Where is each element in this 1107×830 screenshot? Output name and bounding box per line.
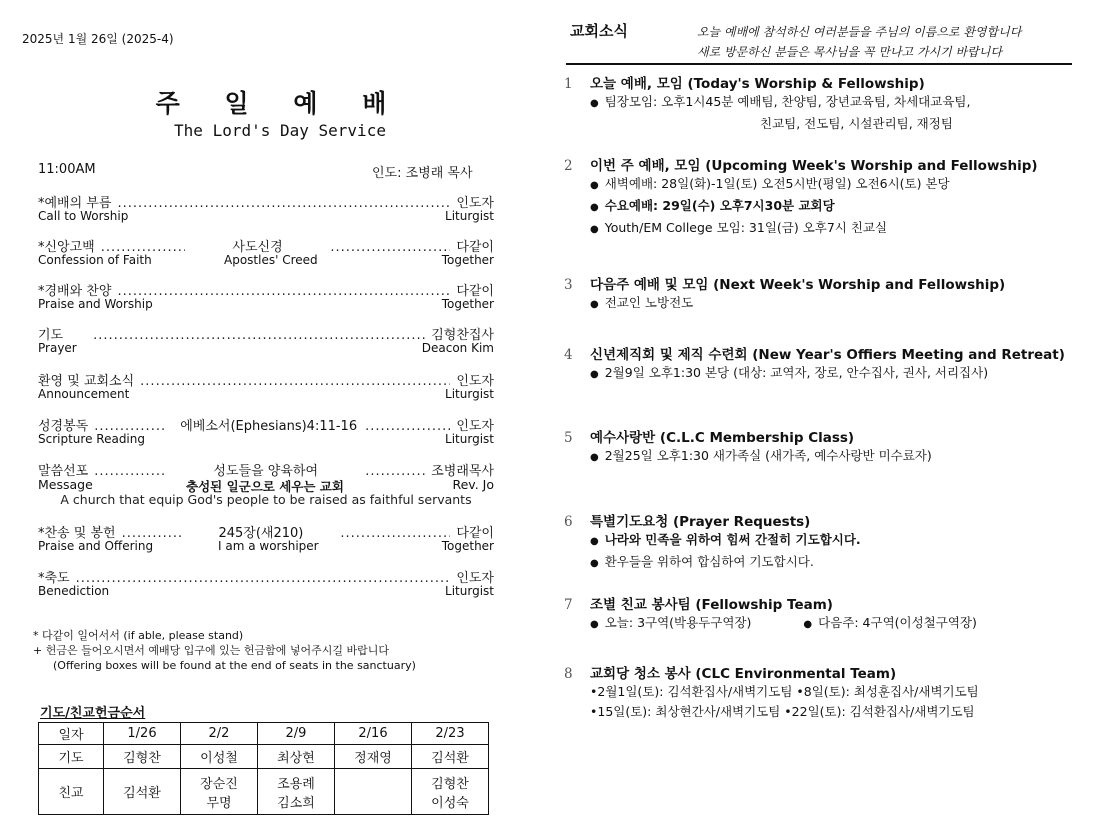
news-section-7: 7 조별 친교 봉사팀 (Fellowship Team) ● 오늘: 3구역(박용두구역장) ● 다음주: 4구역(이성철구역장): [564, 597, 977, 630]
order-item-announcement: 환영 및 교회소식 ..... 인도자 Announcement Liturgist: [38, 370, 494, 402]
service-time: 11:00AM: [38, 162, 96, 177]
news-section-1: 1 오늘 예배, 모임 (Today's Worship & Fellowship) ● 팀장모임: 오후1시45분 예배팀, 찬양팀, 장년교육팀, 차세대교육팀, 친교팀, 전도팀, 시설관리팀, 재정팀: [564, 76, 971, 131]
table-row: 일자 1/26 2/2 2/9 2/16 2/23: [39, 723, 489, 745]
order-item-offering: *찬송 및 봉헌 ..... 245장(새210) ..... 다같이 Praise and Offering I am a worshiper Together: [38, 522, 494, 554]
service-title-ko: 주 일 예 배: [155, 89, 405, 118]
service-leader: 인도: 조병래 목사: [372, 166, 473, 181]
news-section-5: 5 예수사랑반 (C.L.C Membership Class) ● 2월25일 오후1:30 새가족실 (새가족, 예수사랑반 미수료자): [564, 430, 932, 463]
service-notes: [33, 628, 416, 673]
order-item-benediction: *축도 ..... 인도자 Benediction Liturgist: [38, 567, 494, 599]
order-item-creed: *신앙고백 ..... 사도신경 ..... 다같이 Confession of Faith Apostles' Creed Together: [38, 236, 494, 268]
schedule-table: [38, 722, 489, 815]
divider: [566, 63, 1072, 65]
news-section-3: 3 다음주 예배 및 모임 (Next Week's Worship and Fellowship) ● 전교인 노방전도: [564, 277, 1006, 310]
news-section-8: 8 교회당 청소 봉사 (CLC Environmental Team) •2월1일(토): 김석환집사/새벽기도팀 •8일(토): 최성훈집사/새벽기도팀 •15일(토): 최상현간사/새벽기도팀 •22일(토): 김석환집사/새벽기도팀: [564, 666, 979, 719]
order-item-message: 말씀선포 ..... 성도들을 양육하여 ..... 조병래목사 Message 충성된 일군으로 세우는 교회 Rev. Jo A church that equip God's people to be raised as faithful servants: [38, 460, 494, 507]
news-section-2: 2 이번 주 예배, 모임 (Upcoming Week's Worship and Fellowship) ● 새벽예배: 28일(화)-1일(토) 오전5시반(평일) 오전6시(토) 본당 ● 수요예배: 29일(수) 오후7시30분 교회당 ● Youth/EM College 모임: 31일(금) 오후7시 친교실: [564, 158, 1038, 235]
order-item-praise: *경배와 찬양 ..... 다같이 Praise and Worship Together: [38, 280, 494, 312]
schedule-title: 기도/친교헌금순서: [40, 706, 146, 721]
news-section-4: 4 신년제직회 및 제직 수련회 (New Year's Offiers Meeting and Retreat) ● 2월9일 오후1:30 본당 (대상: 교역자, 장로, 안수집사, 권사, 서리집사): [564, 347, 1065, 380]
table-row: 기도 김형찬 이성철 최상현 정재영 김석환: [39, 745, 489, 769]
service-title-en: The Lord's Day Service: [174, 121, 386, 140]
note-offering-en: (Offering boxes will be found at the end of seats in the sanctuary): [53, 659, 416, 672]
note-offering: + 헌금은 들어오시면서 예배당 입구에 있는 헌금함에 넣어주시길 바랍니다: [33, 644, 389, 657]
table-row: 친교 김석환 장순진 무명 조용례 김소희 김형찬 이성숙: [39, 769, 489, 815]
news-welcome: 오늘 예배에 참석하신 여러분들을 주님의 이름으로 환영합니다 새로 방문하신 분들은 목사님을 꼭 만나고 가시기 바랍니다: [697, 25, 1022, 59]
news-title: 교회소식: [570, 22, 628, 40]
bulletin-date: 2025년 1월 26일 (2025-4): [22, 32, 174, 46]
order-item-scripture: 성경봉독 ..... 에베소서(Ephesians)4:11-16 ..... 인도자 Scripture Reading Liturgist: [38, 415, 494, 447]
note-stand: * 다같이 일어서서 (if able, please stand): [33, 629, 244, 642]
order-item-prayer: 기도 ..... 김형찬집사 Prayer Deacon Kim: [38, 324, 494, 356]
news-section-6: 6 특별기도요청 (Prayer Requests) ● 나라와 민족을 위하여 힘써 간절히 기도합시다. ● 환우들을 위하여 합심하여 기도합시다.: [564, 514, 861, 569]
order-item-call: *예배의 부름 ..... 인도자 Call to Worship Liturgist: [38, 192, 494, 224]
